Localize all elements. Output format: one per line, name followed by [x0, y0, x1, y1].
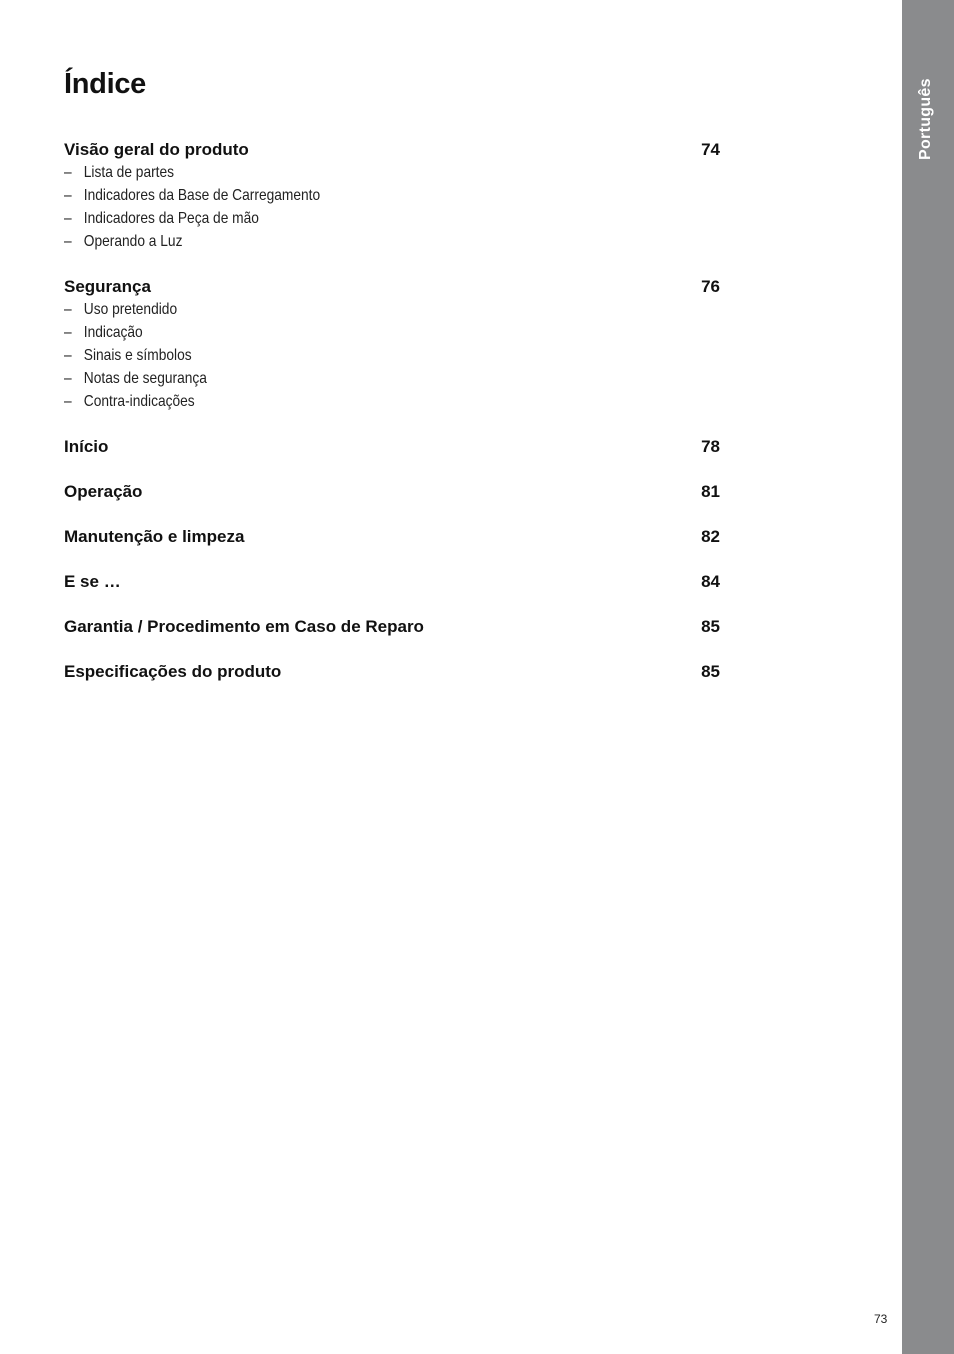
- toc-subitem[interactable]: [64, 184, 628, 207]
- toc-subitem-label: Notas de segurança: [83, 370, 207, 387]
- toc-entry-title: Visão geral do produto: [64, 140, 249, 159]
- toc-entry-page: 81: [701, 482, 720, 501]
- dash-marker: –: [64, 164, 72, 181]
- toc-entry[interactable]: [64, 660, 720, 683]
- toc-subitem-label: Contra-indicações: [83, 393, 195, 410]
- toc-entry-page: 82: [701, 527, 720, 546]
- toc-entry-title: Segurança: [64, 277, 151, 296]
- toc-entry-title: Operação: [64, 482, 143, 501]
- toc-entry-page: 76: [701, 277, 720, 296]
- toc-entry-title: Manutenção e limpeza: [64, 527, 245, 546]
- toc-entry-page: 85: [701, 617, 720, 636]
- language-tab-label: Português: [917, 78, 934, 160]
- toc-section-manutencao: [64, 525, 720, 548]
- toc-section-inicio: [64, 435, 720, 458]
- toc-subitem-label: Indicadores da Peça de mão: [83, 210, 259, 227]
- toc-subitem-label: Lista de partes: [83, 164, 175, 181]
- toc-entry-title: Início: [64, 437, 109, 456]
- toc-subitem[interactable]: [64, 207, 628, 230]
- toc-section-especificacoes: [64, 660, 720, 683]
- dash-marker: –: [64, 393, 72, 410]
- toc-subitem[interactable]: [64, 367, 628, 390]
- toc-subitem[interactable]: [64, 161, 628, 184]
- page-title: Índice: [64, 68, 146, 100]
- dash-marker: –: [64, 233, 72, 250]
- toc-entry-page: 78: [701, 437, 720, 456]
- toc-section-seguranca: [64, 275, 720, 413]
- toc-entry-page: 74: [701, 140, 720, 159]
- page-number: 73: [874, 1312, 888, 1326]
- toc-entry[interactable]: [64, 615, 720, 638]
- toc-entry[interactable]: [64, 525, 720, 548]
- toc-subitem[interactable]: [64, 321, 628, 344]
- toc-entry[interactable]: [64, 570, 720, 593]
- dash-marker: –: [64, 210, 72, 227]
- dash-marker: –: [64, 347, 72, 364]
- toc-section-visao-geral: [64, 138, 720, 253]
- toc-section-operacao: [64, 480, 720, 503]
- dash-marker: –: [64, 324, 72, 341]
- toc-subitem[interactable]: [64, 344, 628, 367]
- dash-marker: –: [64, 301, 72, 318]
- toc-entry-page: 85: [701, 662, 720, 681]
- toc-entry-title: Especificações do produto: [64, 662, 282, 681]
- toc-subitem-label: Indicação: [83, 324, 143, 341]
- toc-subitem[interactable]: [64, 298, 628, 321]
- toc-section-garantia: [64, 615, 720, 638]
- toc-entry[interactable]: [64, 480, 720, 503]
- language-side-tab: [902, 0, 954, 1354]
- toc-section-e-se: [64, 570, 720, 593]
- toc-entry-page: 84: [701, 572, 720, 591]
- toc-subitem-label: Indicadores da Base de Carregamento: [83, 187, 321, 204]
- toc-entry[interactable]: [64, 435, 720, 458]
- toc-subitem-label: Operando a Luz: [83, 233, 183, 250]
- toc-subitem-label: Sinais e símbolos: [83, 347, 192, 364]
- dash-marker: –: [64, 187, 72, 204]
- toc-entry-title: E se …: [64, 572, 121, 591]
- toc-entry[interactable]: [64, 275, 720, 298]
- toc-subitem-label: Uso pretendido: [83, 301, 178, 318]
- dash-marker: –: [64, 370, 72, 387]
- toc-subitem[interactable]: [64, 230, 628, 253]
- toc-subitem[interactable]: [64, 390, 628, 413]
- toc-entry-title: Garantia / Procedimento em Caso de Reparo: [64, 617, 424, 636]
- table-of-contents: [64, 138, 720, 705]
- toc-entry[interactable]: [64, 138, 720, 161]
